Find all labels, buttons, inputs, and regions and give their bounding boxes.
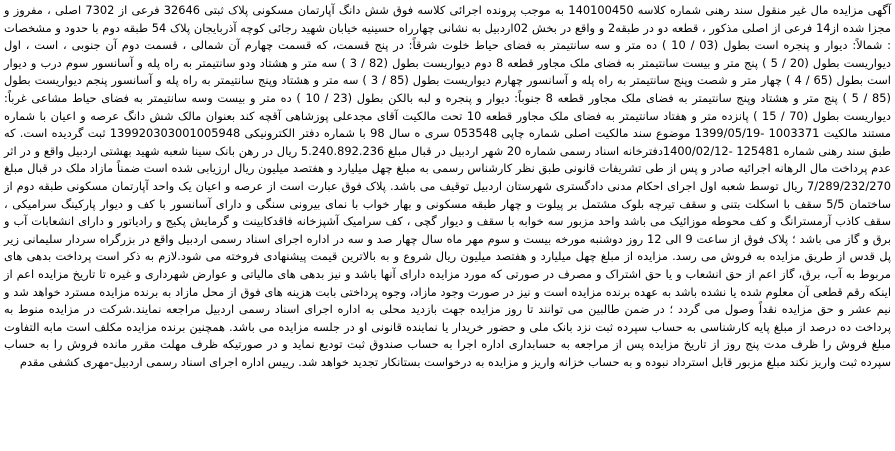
notice-body-text: آگهی مزایده مال غیر منقول سند رهنی شماره کلاسه 140100450 به موجب پرونده اجرائی کلاسه فوق شش دانگ آپارتمان مسکونی پلاک ثبتی 32646 فرعی از 7302 اصلی ، مفروز و مجزا شده از14 فرعی از اصلی مذکور ، قطعه دو در طبقه2 و واقع در بخش 02اردبیل به نشانی چهارراه حسینیه خیابان شهید رجائی کوچه آذربایجان پلاک 54 طبقه دوم با حدود و مشخصات : شمالاً: دیوار و پنجره است بطول (03 / 10 ) ده متر و سه سانتیمتر به فضای حیاط خلوت شرقاً: در پنج قسمت، که قسمت چهارم آن شمالی ، قسمت دوم آن جنوبی ، است ، اول دیواریست بطول (20 / 5 ) پنج متر و بیست سانتیمتر به فضای ملک مجاور قطعه 8 دوم دیواریست بطول (82 / 3 ) سه متر و هشتاد ودو سانتیمتر به راه پله و آسانسور سوم درب و دیوار است بطول (65 / 4 ) چهار متر و شصت وپنج سانتیمتر به راه پله و آسانسور چهارم دیواریست بطول (85 / 3 ) سه متر و هشتاد وپنج سانتیمتر به راه پله و آسانسور پنجم دیواریست بطول (85 / 5 ) پنج متر و هشتاد وپنج سانتیمتر به فضای ملک مجاور قطعه 8 جنوباً: دیوار و پنجره و لبه بالکن بطول (23 / 10 ) ده متر و بیست وسه سانتیمتر به فضای حیاط مشاعی غرباً: دیواریست بطول (70 / 15 ) پانزده متر و هفتاد سانتیمتر به فضای ملک مجاور قطعه 10 تحت مالکیت آقای مجدعلی پوزشاهی آقچه کند بعنوان مالک شش دانگ عرصه و اعیان با شماره مستند مالکیت 1003371 -1399/05/19 موضوع سند مالکیت اصلی شماره چاپی 053548 سری ه سال 98 با شماره دفتر الکترونیکی 139920303001005948 ثبت گردیده است. که طبق سند رهنی شماره 125481 -1400/02/12دفترخانه اسناد رسمی شماره 20 شهر اردبیل در قبال مبلغ 5.240.892.236 ریال در رهن بانک سینا شعبه شهید بهشتی اردبیل واقع و در اثر عدم پرداخت مال الرهانه اجرائیه صادر و پس از طی تشریفات قانونی طبق نظر کارشناس رسمی به مبلغ چهل میلیارد و هفتصد میلیون ریال ارزیابی شده است ضمناً مازاد ملک در قبال مبلغ 7/289/232/270 ریال توسط شعبه اول اجرای احکام مدنی دادگستری شهرستان اردبیل توقیف می باشد. پلاک فوق عبارت است از عرصه و اعیان یک واحد آپارتمان مسکونی طبقه دوم از ساختمان 5/5 سقف با اسکلت بتنی و سقف تیرچه بلوک مشتمل بر پیلوت و چهار طبقه مسکونی و بهار خواب با نمای بیرونی سنگی و دارای آسانسور با کف و دیوار پارکینگ سرامیکی ، سقف کاذب آرمسترانگ و کف محوطه موزائیک می باشد واحد مزبور سه خوابه با سقف و دیوار گچی ، کف سرامیک آشپزخانه فاقدکابینت و گرمایش پکیج و رادیاتور و دارای انشعابات آب و برق و گاز می باشد ؛ پلاک فوق از ساعت 9 الی 12 روز دوشنبه مورخه بیست و سوم مهر ماه سال چهار صد و سه در اداره اجرای اسناد رسمی اردبیل واقع در بزرگراه سردار سلیمانی زیر پل قدس از طریق مزایده به فروش می رسد. مزایده از مبلغ چهل میلیارد و هفتصد میلیون ریال شروع و به بالاترین قیمت پیشنهادی فروخته می شود.لازم به ذکر است پرداخت بدهی های مربوط به آب، برق، گاز اعم از حق انشعاب و یا حق اشتراک و مصرف در صورتی که مورد مزایده دارای آنها باشد و نیز بدهی های مالیاتی و عوارض شهرداری و غیره تا تاریخ مزایده اعم از اینکه رقم قطعی آن معلوم شده یا نشده باشد به عهده برنده مزایده است و نیز در صورت وجود مازاد، وجوه پرداختی بابت هزینه های فوق از محل مازاد به برنده مزایده مسترد خواهد شد و نیم عشر و حق مزایده نقداً وصول می گردد ؛ در ضمن طالبین می توانند تا روز مزایده جهت بازدید محلی به اداره اجرای اسناد رسمی اردبیل مراجعه نمایند.شرکت در مزایده منوط به پرداخت ده درصد از مبلغ پایه کارشناسی به حساب سپرده ثبت نزد بانک ملی و حضور خریدار یا نماینده قانونی او در جلسه مزایده می باشد. همچنین برنده مزایده مکلف است مابه التفاوت مبلغ فروش را ظرف مدت پنج روز از تاریخ مزایده پس از مراجعه به حسابداری اداره اجرا به حساب صندوق ثبت تودیع نماید و در صورتیکه ظرف مهلت مقرر مانده فروش را به حساب سپرده ثبت واریز نکند مبلغ مزبور قابل استرداد نبوده و به حساب خزانه واریز و مزایده به درخواست بستانکار تجدید خواهد شد. رییس اداره اجرای اسناد رسمی اردبیل-مهری کشفی مقدم: [4, 3, 892, 369]
